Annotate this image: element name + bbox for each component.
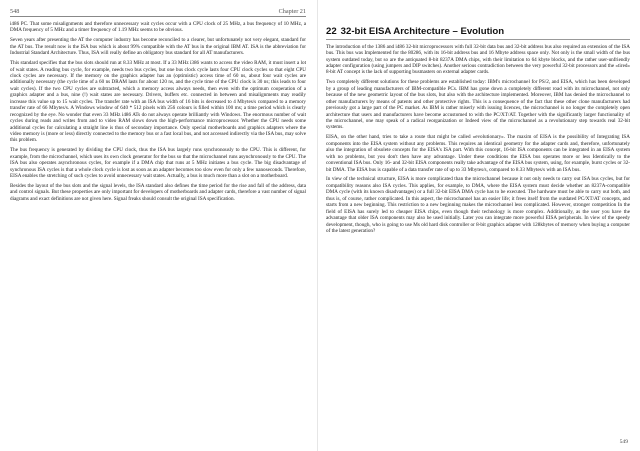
left-page xyxy=(0,0,316,451)
section-heading xyxy=(326,26,630,37)
right-page-number: 549 xyxy=(619,439,628,445)
page-gutter xyxy=(317,0,318,451)
section-title: 32-bit EISA Architecture – Evolution xyxy=(340,26,505,37)
right-paragraph: The introduction of the 1386 and i486 32-bit microprocessors with full 32-bit data bus and 32-bit address bus also required an extension of the ISA bus. This bus was Implemented for the 80286, with its 16-bit address bus and 16 Mbyte address space only. Not only is the small width of the bus system outdated today, but so are the antiquated 8-bit 8237A DMA chips, with their limitation to 64 kbyte blocks, and the rather user-unfriendly adapter configuration (using jumpers and DIP switches). Another serious contradiction between the very powerful 32-bit processors and the «tired» 8-bit AT concept is the lack of supporting busmasters on external adapter cards. xyxy=(326,43,630,76)
left-running-head xyxy=(10,8,306,17)
left-paragraph: Seven years after presenting the AT the computer industry has become reconciled to a clearer, but unfortunately not very elegant, standard for the AT bus. The result now is the ISA bus which is about 99% compatible with the AT bus in the original IBM AT. ISA is the abbreviation for Industrial Standard Architecture. Thus, ISA will really define an obligatory bus standard for all AT manufacturers. xyxy=(10,37,306,57)
left-page-body xyxy=(10,21,306,202)
right-page xyxy=(320,0,640,451)
section-rule xyxy=(326,39,630,40)
right-page-body xyxy=(326,44,630,235)
right-paragraph: Two completely different solutions for these problems are established today: IBM's microchannel for PS/2, and EISA, which has been developed by a group of leading manufacturers of IBM-compatible PCs. IBM has gone down a completely different road with its microchannel, not only because of the new geometric layout of the bus slots, but also with the architecture implemented. Moreover, IBM has denied the microchannel to other manufacturers by means of patents and other protective rights. This is a consequence of the fact that these other clone manufacturers had previously got a large part of the PC market. As IBM is rather miserly with issuing licences, the microchannel is no longer the completely open architecture that users and manufacturers have become accustomed to with the PC/XT/AT. Together with the significantly larger functionality of the microchannel, one may speak of a radical reorganization or Indeed view of the microchannel as a revolutionary step towards real 32-bit systems. xyxy=(326,79,630,131)
left-paragraph: This standard specifies that the bus slots should run at 8.33 MHz at most. If a 33 MHz i386 wants to access the video RAM, it must insert a lot of wait states. A reading bus cycle, for example, needs two bus cycles, but one bus clock cycle lasts four CPU clock cycles so that eight CPU clock cycles are necessary. If the memory on the graphics adapter has an (optimistic) access time of 60 ns, about four wait cycles are additionally necessary (the cycle time of a 60 ns DRAM lasts for about 120 ns, and the cycle time of the CPU clock is 30 ns; this leads to four wait cycles). If the two CPU cycles are subtracted, which a memory access always needs, then even with the optimum cooperation of a graphics adapter and a bus, nine (!) wait states are necessary. Drivers, buffers etc. connected in between and misalignments may readily increase this value up to 15 wait cycles. The transfer rate with an ISA bus width of 16 bits is decreased to 4 Mbytes/s compared to a memory transfer rate of 66 Mbytes/s. A Windows window of 640 * 512 pixels with 256 colours is filled within 100 ms; a time period which is clearly recognized by the eye. No wonder that even 33 MHz i486 ATs do not always operate brilliantly with Windows. The enormous number of wait cycles during reads and writes from and to video RAM slows down the high-performance microprocessor. Whether the CPU needs some additional cycles for calculating a straight line is thus of secondary importance. Only special motherboards and graphics adapters where the video memory is (more or less) directly connected to the memory bus or a fast local bus, and not accessed indirectly via the ISA bus, may solve this problem. xyxy=(10,60,306,144)
left-paragraph: Besides the layout of the bus slots and the signal levels, the ISA standard also defines the time period for the rise and fall of the address, data and control signals. But these properties are only important for developers of motherboards and adapter cards, therefore a vast number of signal diagrams and exact definitions are not given here. Signal freaks should consult the original ISA specification. xyxy=(10,182,306,202)
left-paragraph: i486 PC. That some misalignments and therefore unnecessary wait cycles occur with a CPU clock of 25 MHz, a bus frequency of 10 MHz, a DMA frequency of 5 MHz and a timer frequency of 1.19 MHz seems to be obvious. xyxy=(10,21,306,34)
section-number: 22 xyxy=(326,26,337,37)
left-paragraph: The bus frequency is generated by dividing the CPU clock, thus the ISA bus largely runs synchronously to the CPU. This is different, for example, from the microchannel, which uses its own clock generator for the bus so that the microchannel runs asynchronously to the CPU. The ISA bus also operates asynchronous cycles, for example if a DMA chip that runs at 5 MHz initiates a bus cycle. The big disadvantage of synchronous ISA cycles is that a whole clock cycle is lost as soon as an adapter becomes too slow even for only a few nanoseconds. Therefore, EISA enables the stretching of such cycles to avoid unnecessary wait states. Actually, a bus is much more than a slot on a motherboard. xyxy=(10,147,306,180)
right-paragraph: EISA, on the other hand, tries to take a route that might be called «evolutionary». The maxim of EISA is the possibility of Integrating ISA components into the EISA system without any problems. This requires an identical geometry for the adapter cards and, therefore, unfortunately also the integration of obsolete concepts for the EISA's ISA part. With this concept, 16-bit ISA components can be integrated in an EISA system with no problems, but you don't then have any advantage. Under these conditions the EISA bus operates more or less Identically to the conventional ISA bus. Only 16- and 32-bit EISA components really take advantage of the EISA bus system, using, for example, burst cycles or 32-bit DMA. The EISA bus is capable of a data transfer rate of up to 33 Mbytes/s, compared to 8.33 Mbytes/s with an ISA bus. xyxy=(326,134,630,173)
right-paragraph: In view of the technical structure, EISA is more complicated than the microchannel because it not only needs to carry out ISA bus cycles, but for compatibility reasons also ISA cycles. This applies, for example, to DMA, where the EISA system must decide whether an 8237A-compatible DMA cycle (with its known disadvantages) or a full 32-bit EISA DMA cycle has to be executed. The hardware must be able to carry out both, and thus is, of course, rather complicated. In this aspect, the microchannel has an easier life; it frees itself from the outdated PC/XT/AT concepts, and starts from a new beginning. This restriction to a new beginning makes the microchannel less complicated. However, stronger competition In the field of EISA has surely led to cheaper EISA chips, even though their technology is more complex. Additionally, as the user you have the advantage that older ISA components may also be used initially. Later you can integrate more powerful EISA peripherals. In view of the speedy development, though, who is going to use Ms old hard disk controller or 8-bit graphics adapter with 128kbytes of memory when buying a computer of the latest generation? xyxy=(326,176,630,234)
chapter-label: Chapter 21 xyxy=(278,8,306,15)
left-page-number: 548 xyxy=(10,8,20,15)
